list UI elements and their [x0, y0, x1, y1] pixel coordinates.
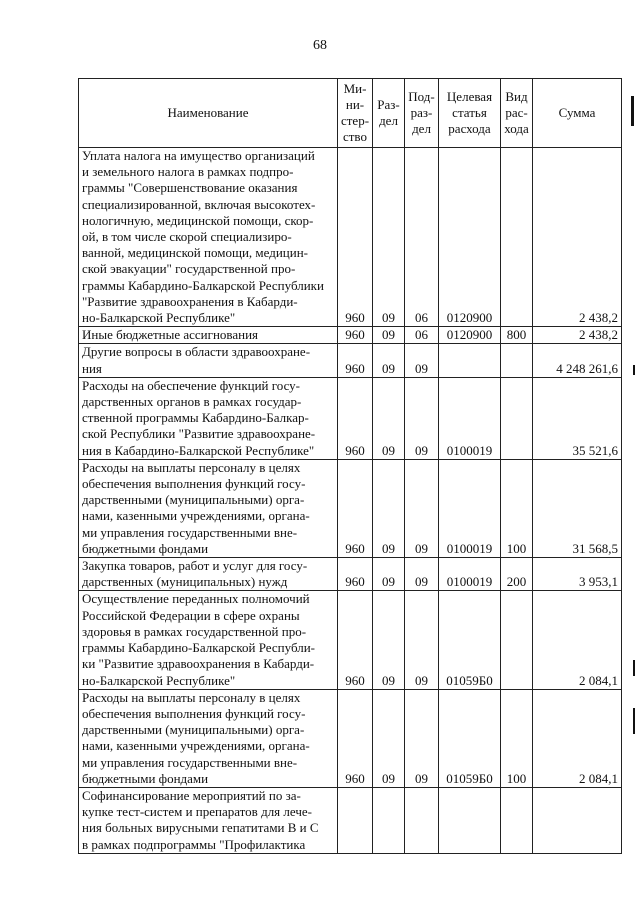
row-ministry: 960 — [338, 148, 373, 327]
row-section: 09 — [373, 689, 405, 787]
row-name: Расходы на обеспечение функций госу- дарственных органов в рамках государ- ственной программы Кабардино-Балкар- ской Республики "Развитие здравоохране- ния в Кабардино-Балкарской Республике" — [79, 377, 338, 459]
row-name: Осуществление переданных полномочий Российской Федерации в сфере охраны здоровья в рамках государственной про- граммы Кабардино-Балкарской Республи- ки "Развитие здравоохранения в Кабарди- но-Балкарской Республике" — [79, 591, 338, 689]
header-subsection: Под- раз- дел — [405, 79, 439, 148]
table-row — [79, 591, 622, 689]
row-name: Другие вопросы в области здравоохране- ния — [79, 344, 338, 377]
scan-artifact-mark — [633, 660, 635, 676]
table-row — [79, 327, 622, 344]
row-type — [501, 787, 533, 853]
row-type: 200 — [501, 558, 533, 591]
scan-artifact-mark — [633, 708, 635, 734]
table-row — [79, 344, 622, 377]
row-target: 01059Б0 — [439, 591, 501, 689]
row-target: 0100019 — [439, 377, 501, 459]
row-subsection — [405, 787, 439, 853]
row-subsection: 09 — [405, 558, 439, 591]
row-type: 100 — [501, 459, 533, 557]
row-amount — [533, 787, 622, 853]
row-ministry: 960 — [338, 459, 373, 557]
row-subsection: 09 — [405, 344, 439, 377]
row-subsection: 09 — [405, 591, 439, 689]
row-type — [501, 591, 533, 689]
row-ministry: 960 — [338, 591, 373, 689]
row-amount: 3 953,1 — [533, 558, 622, 591]
row-target — [439, 344, 501, 377]
row-ministry: 960 — [338, 327, 373, 344]
row-section — [373, 787, 405, 853]
row-subsection: 09 — [405, 377, 439, 459]
row-type: 800 — [501, 327, 533, 344]
row-amount: 2 084,1 — [533, 689, 622, 787]
table-row — [79, 377, 622, 459]
table-row — [79, 558, 622, 591]
row-section: 09 — [373, 459, 405, 557]
header-amount: Сумма — [533, 79, 622, 148]
page-number: 68 — [313, 38, 327, 53]
row-type: 100 — [501, 689, 533, 787]
row-ministry — [338, 787, 373, 853]
scan-artifact-mark — [633, 365, 635, 375]
row-ministry: 960 — [338, 344, 373, 377]
row-section: 09 — [373, 591, 405, 689]
row-section: 09 — [373, 148, 405, 327]
row-type — [501, 148, 533, 327]
row-amount: 31 568,5 — [533, 459, 622, 557]
row-type — [501, 344, 533, 377]
row-amount: 2 438,2 — [533, 327, 622, 344]
header-section: Раз- дел — [373, 79, 405, 148]
table-row — [79, 148, 622, 327]
row-target: 0120900 — [439, 327, 501, 344]
row-type — [501, 377, 533, 459]
table-row — [79, 787, 622, 853]
row-amount: 4 248 261,6 — [533, 344, 622, 377]
row-amount: 2 438,2 — [533, 148, 622, 327]
row-name: Закупка товаров, работ и услуг для госу- дарственных (муниципальных) нужд — [79, 558, 338, 591]
row-section: 09 — [373, 327, 405, 344]
row-subsection: 06 — [405, 148, 439, 327]
budget-table — [78, 78, 622, 854]
header-type: Вид рас- хода — [501, 79, 533, 148]
row-target: 01059Б0 — [439, 689, 501, 787]
header-name: Наименование — [79, 79, 338, 148]
row-target: 0120900 — [439, 148, 501, 327]
row-subsection: 09 — [405, 459, 439, 557]
row-name: Расходы на выплаты персоналу в целях обеспечения выполнения функций госу- дарственными (муниципальными) орга- нами, казенными учреждениями, органа- ми управления государственными вне- бюджетными фондами — [79, 689, 338, 787]
table-row — [79, 689, 622, 787]
row-subsection: 09 — [405, 689, 439, 787]
row-section: 09 — [373, 377, 405, 459]
row-target: 0100019 — [439, 558, 501, 591]
row-name: Иные бюджетные ассигнования — [79, 327, 338, 344]
table-row — [79, 459, 622, 557]
row-ministry: 960 — [338, 377, 373, 459]
scan-artifact-mark — [631, 96, 634, 126]
row-subsection: 06 — [405, 327, 439, 344]
row-name: Расходы на выплаты персоналу в целях обеспечения выполнения функций госу- дарственными (муниципальными) орга- нами, казенными учреждениями, органа- ми управления государственными вне- бюджетными фондами — [79, 459, 338, 557]
header-target: Целевая статья расхода — [439, 79, 501, 148]
row-target: 0100019 — [439, 459, 501, 557]
row-amount: 2 084,1 — [533, 591, 622, 689]
row-ministry: 960 — [338, 689, 373, 787]
table-header-row — [79, 79, 622, 148]
row-name: Софинансирование мероприятий по за- купке тест-систем и препаратов для лече- ния больных вирусными гепатитами В и С в рамках подпрограммы "Профилактика — [79, 787, 338, 853]
row-target — [439, 787, 501, 853]
row-section: 09 — [373, 558, 405, 591]
row-amount: 35 521,6 — [533, 377, 622, 459]
row-ministry: 960 — [338, 558, 373, 591]
header-ministry: Ми- ни- стер- ство — [338, 79, 373, 148]
row-name: Уплата налога на имущество организаций и земельного налога в рамках подпро- граммы "Совершенствование оказания специализированной, включая высокотех- нологичную, медицинской помощи, скор- ой, в том числе скорой специализиро- ванной, медицинской помощи, медицин- ской эвакуации" государственной про- граммы Кабардино-Балкарской Республики "Развитие здравоохранения в Кабарди- но-Балкарской Республике" — [79, 148, 338, 327]
row-section: 09 — [373, 344, 405, 377]
